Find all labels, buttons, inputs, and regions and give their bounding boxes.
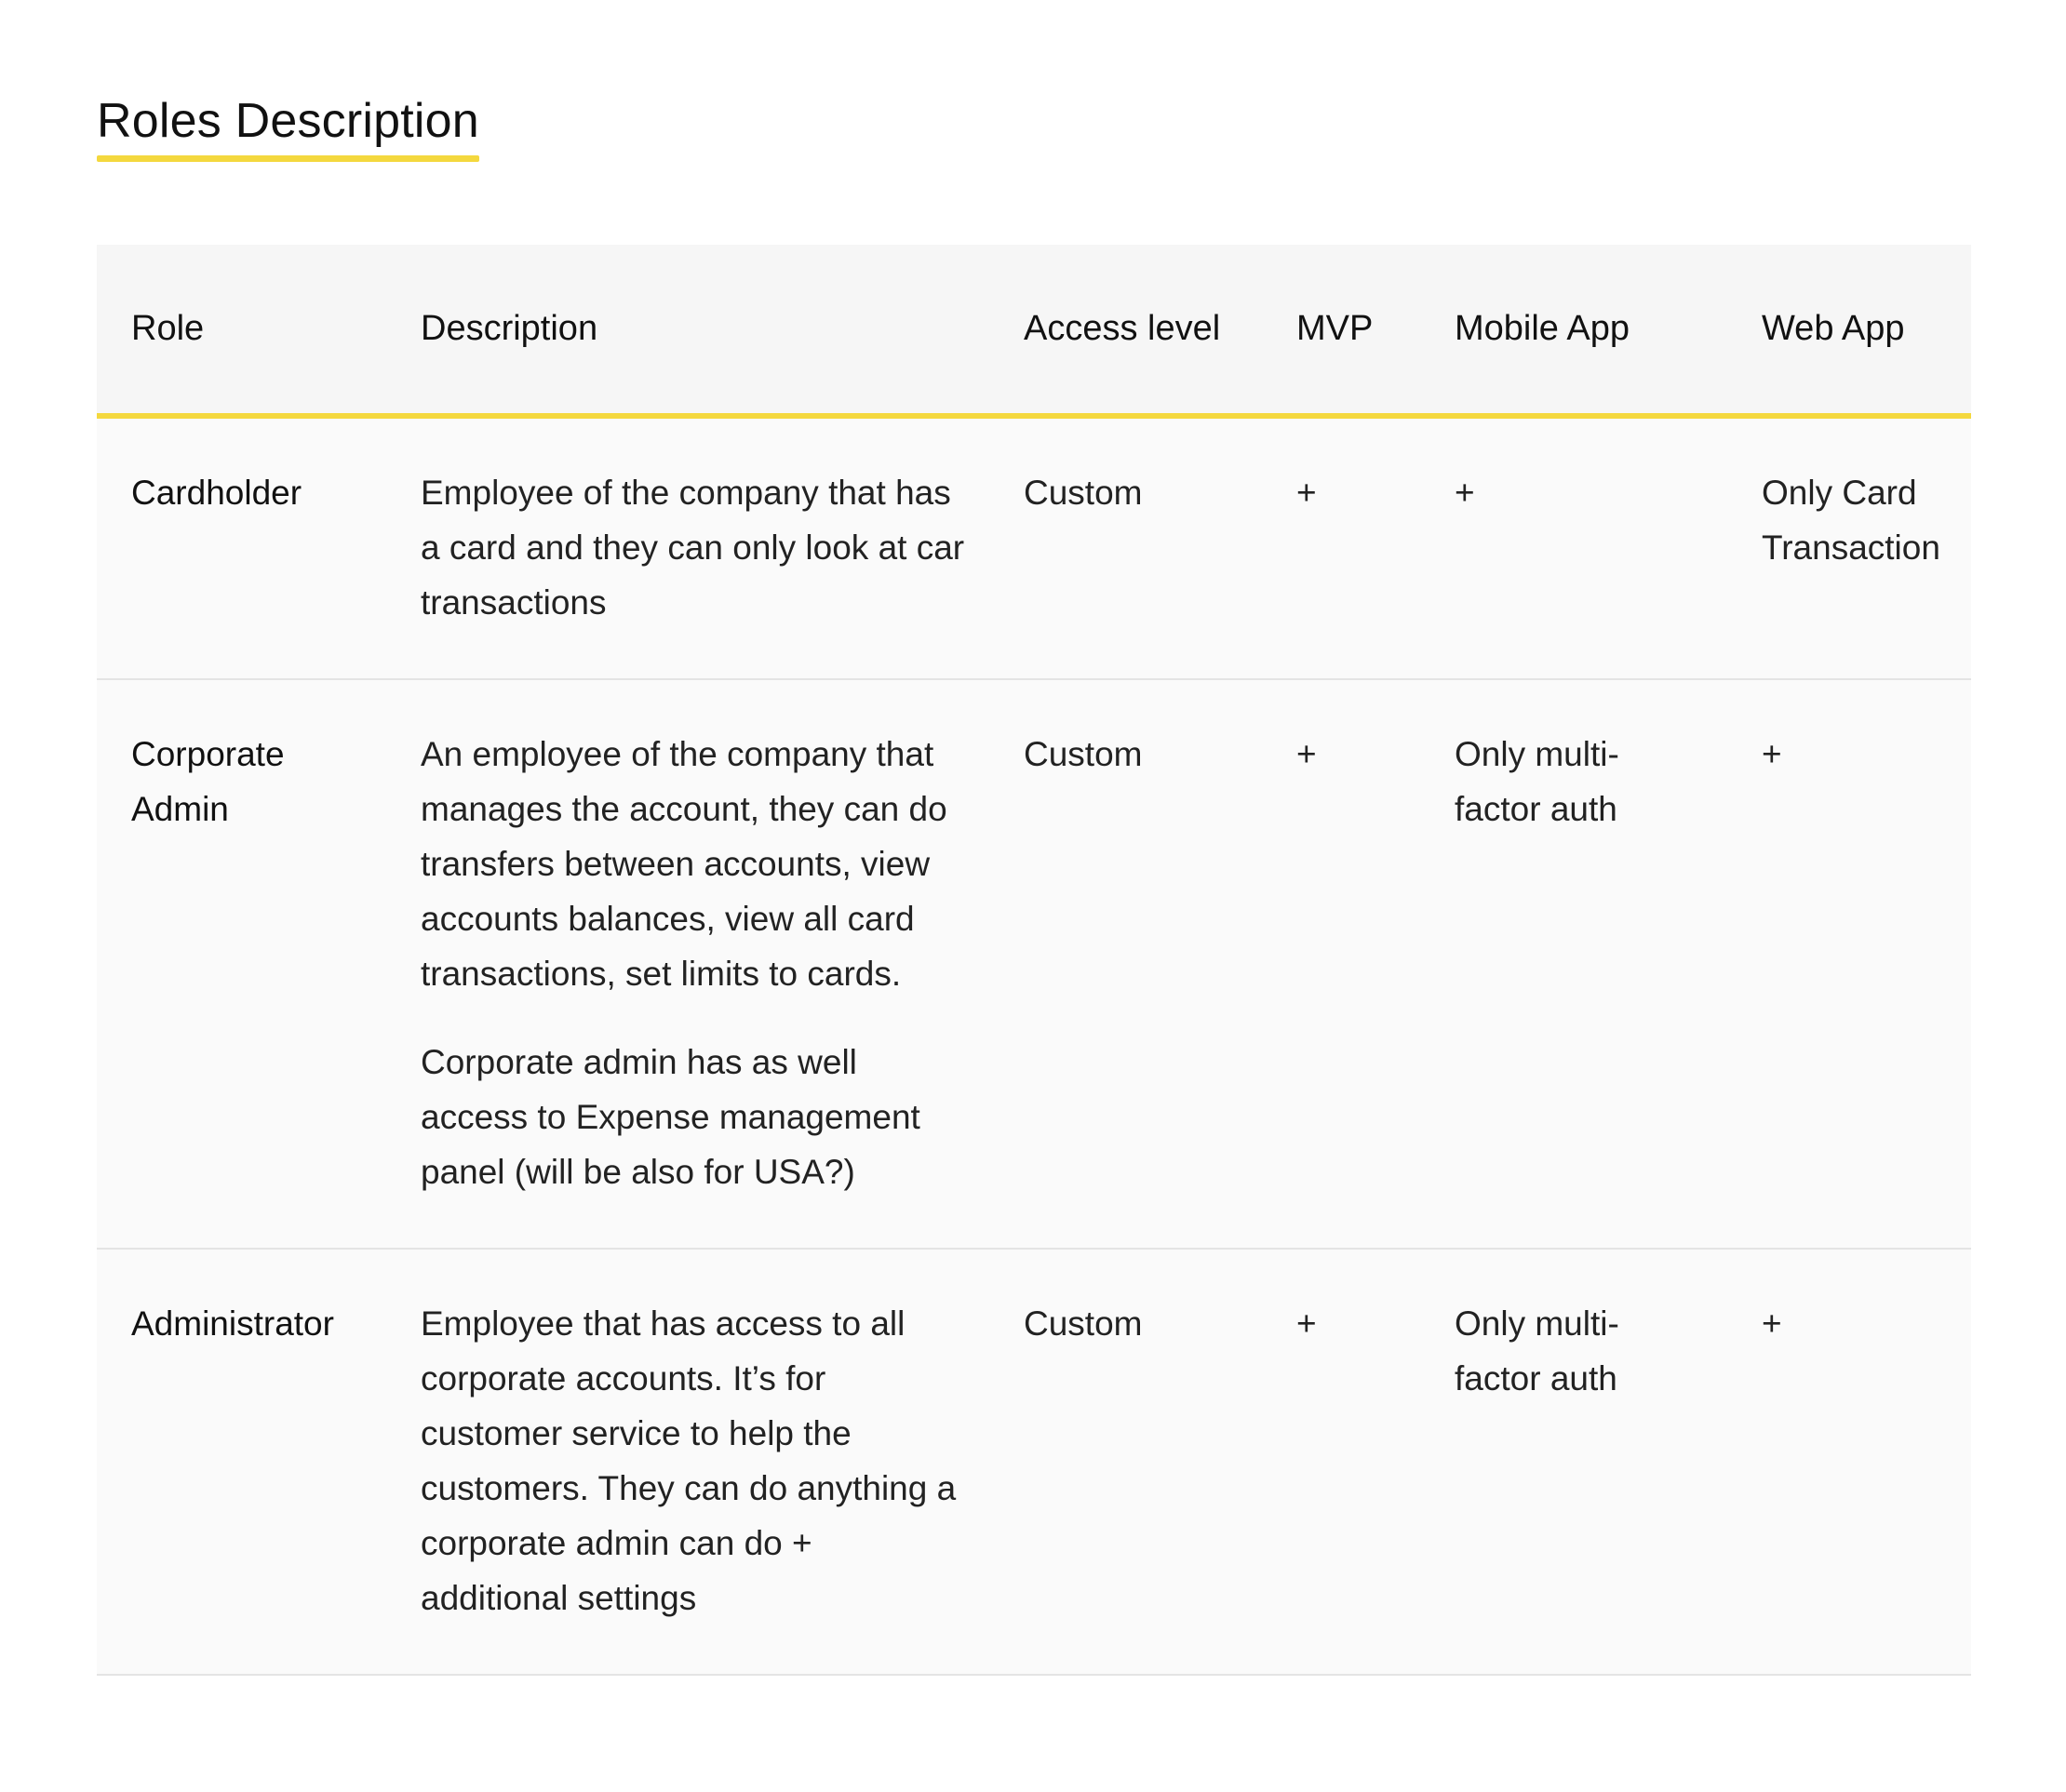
description-text: Employee of the company that has a card and they can only look at car transactions bbox=[421, 474, 965, 622]
mobile-app-cell: Only multi-factor auth bbox=[1455, 735, 1619, 828]
table-row bbox=[97, 1249, 1971, 1675]
web-app-cell: Only Card Transaction bbox=[1762, 474, 1940, 567]
table-row bbox=[97, 416, 1971, 679]
access-level-cell: Custom bbox=[1024, 735, 1143, 773]
description-cell bbox=[386, 416, 989, 679]
role-cell: Cardholder bbox=[131, 474, 302, 512]
page-title: Roles Description bbox=[97, 94, 479, 148]
header-web-app: Web App bbox=[1727, 245, 1971, 416]
description-cell bbox=[386, 679, 989, 1249]
header-access-level: Access level bbox=[989, 245, 1262, 416]
mobile-app-cell: + bbox=[1455, 474, 1475, 512]
web-app-cell: + bbox=[1762, 735, 1782, 773]
mobile-app-cell: Only multi-factor auth bbox=[1455, 1304, 1619, 1397]
description-text: Employee that has access to all corporate accounts. It’s for customer service to help the customers. They can do anything a corporate admin can do + additional settings bbox=[421, 1304, 957, 1617]
header-description: Description bbox=[386, 245, 989, 416]
table-body bbox=[97, 416, 1971, 1675]
header-mvp: MVP bbox=[1262, 245, 1420, 416]
mvp-cell: + bbox=[1296, 474, 1317, 512]
access-level-cell: Custom bbox=[1024, 1304, 1143, 1343]
header-row bbox=[97, 245, 1971, 416]
role-cell: Administrator bbox=[131, 1304, 334, 1343]
roles-table bbox=[97, 245, 1971, 1676]
mvp-cell: + bbox=[1296, 1304, 1317, 1343]
page-title-block bbox=[97, 91, 479, 162]
description-cell bbox=[386, 1249, 989, 1675]
description-text: Corporate admin has as well access to Expense management panel (will be also for USA?) bbox=[421, 1043, 920, 1191]
title-underline bbox=[97, 155, 479, 162]
header-role: Role bbox=[97, 245, 386, 416]
table-row bbox=[97, 679, 1971, 1249]
access-level-cell: Custom bbox=[1024, 474, 1143, 512]
mvp-cell: + bbox=[1296, 735, 1317, 773]
web-app-cell: + bbox=[1762, 1304, 1782, 1343]
header-mobile-app: Mobile App bbox=[1420, 245, 1727, 416]
role-cell: Corporate Admin bbox=[131, 735, 285, 828]
description-text: An employee of the company that manages the account, they can do transfers between accounts, view accounts balances, view all card transactions, set limits to cards. bbox=[421, 735, 947, 993]
table-header bbox=[97, 245, 1971, 416]
